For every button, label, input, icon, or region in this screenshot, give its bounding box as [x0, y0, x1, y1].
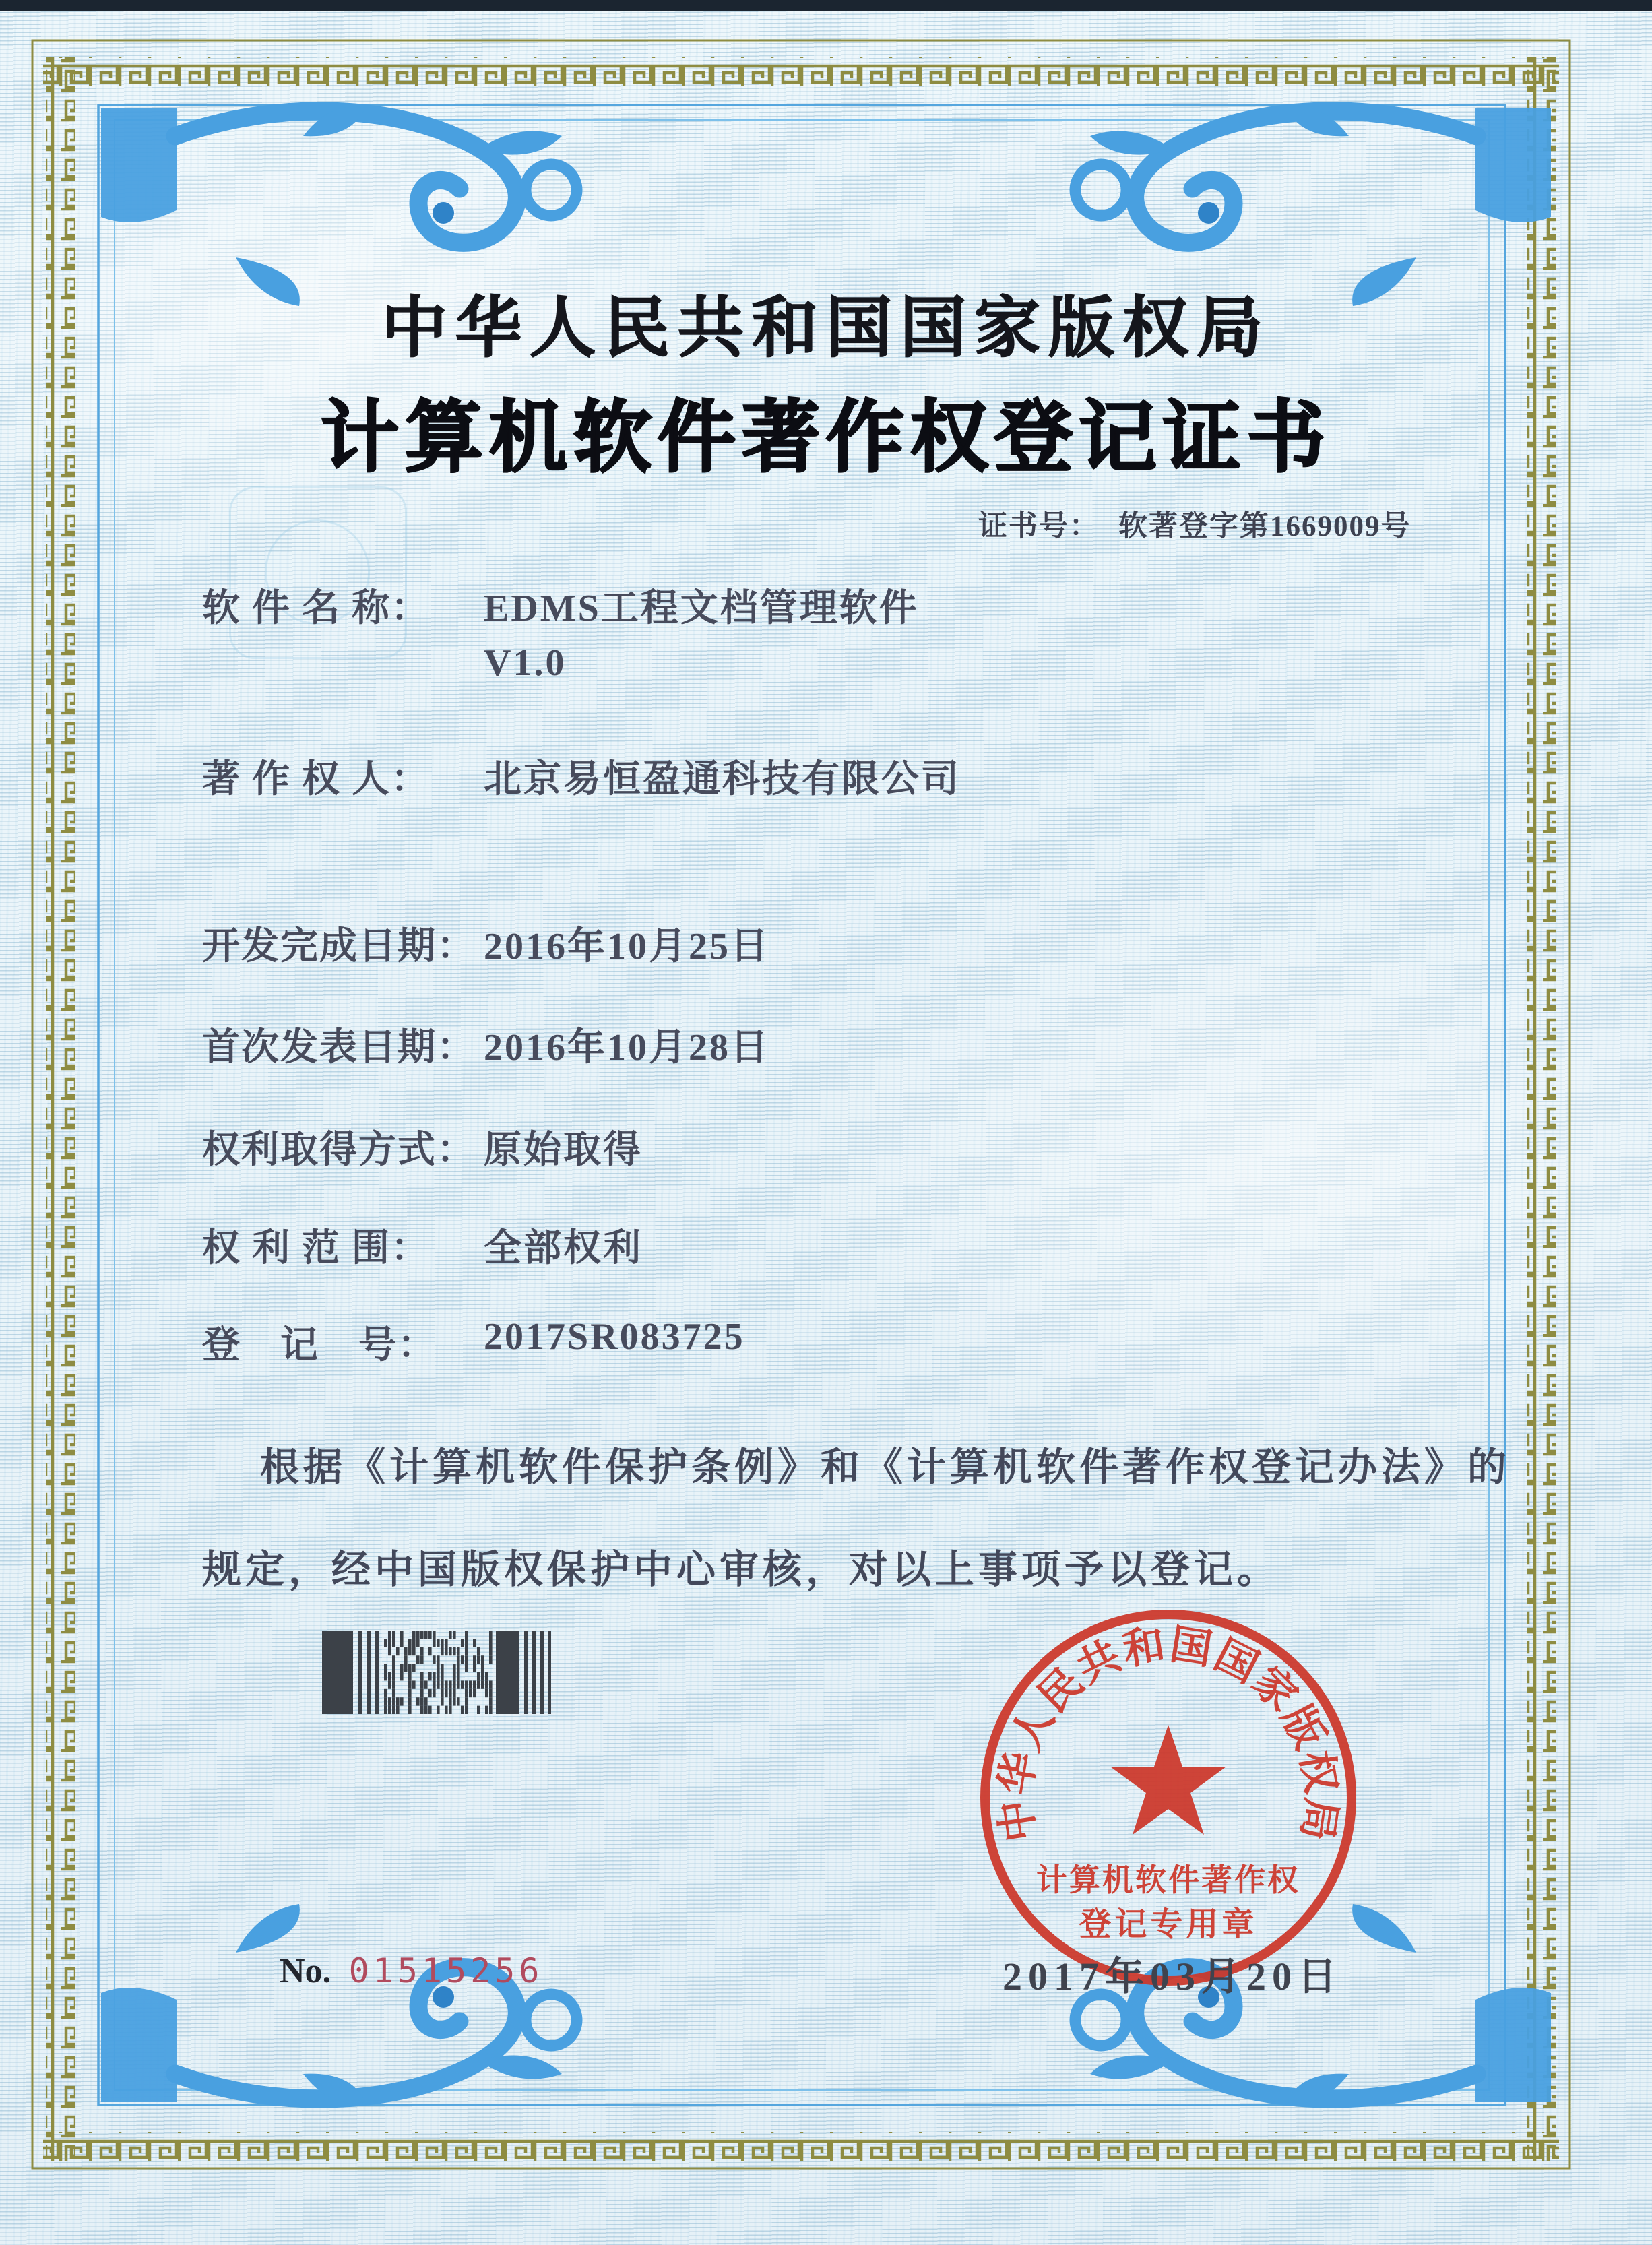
serial-number-line: [280, 1951, 543, 1991]
serial-value: 01515256: [348, 1951, 544, 1990]
field-value-right-scope: 全部权利: [484, 1228, 643, 1269]
issuer-title: 中华人民共和国国家版权局: [381, 292, 1271, 365]
field-label-right-scope: 权 利 范 围：: [202, 1228, 430, 1269]
field-value-right-acquisition: 原始取得: [484, 1129, 643, 1171]
field-value-dev-complete-date: 2016年10月25日: [484, 926, 770, 968]
certificate-title: 计算机软件著作权登记证书: [321, 396, 1331, 482]
field-label-right-acquisition: 权利取得方式：: [202, 1129, 476, 1171]
field-value-copyright-owner: 北京易恒盈通科技有限公司: [484, 759, 961, 800]
certificate-number-value: 软著登字第1669009号: [1118, 511, 1411, 542]
field-value-software-name: EDMS工程文档管理软件: [484, 588, 919, 629]
seal-line-1: 计算机软件著作权: [1036, 1863, 1300, 1897]
seal-ring-text: 中华人民共和国国家版权局: [992, 1622, 1344, 1845]
seal-line-2: 登记专用章: [1079, 1907, 1258, 1942]
field-label-dev-complete-date: 开发完成日期：: [202, 926, 476, 968]
field-value-first-publish-date: 2016年10月28日: [484, 1027, 770, 1069]
field-label-copyright-owner: 著 作 权 人：: [202, 759, 430, 800]
field-label-first-publish-date: 首次发表日期：: [202, 1027, 476, 1069]
statement-line-1: 根据《计算机软件保护条例》和《计算机软件著作权登记办法》的: [260, 1445, 1511, 1489]
issue-date: 2017年03月20日: [1003, 1955, 1343, 1998]
field-label-registration-number: 登 记 号：: [202, 1325, 437, 1366]
field-label-software-name: 软 件 名 称：: [202, 588, 430, 629]
field-value-registration-number: 2017SR083725: [484, 1316, 745, 1358]
seal-star: [1110, 1725, 1226, 1835]
statement-line-2: 规定，经中国版权保护中心审核，对以上事项予以登记。: [202, 1548, 1281, 1591]
certificate-number-label: 证书号：: [978, 511, 1100, 542]
field-value-software-version: V1.0: [484, 642, 567, 684]
serial-label: No.: [280, 1952, 331, 1990]
